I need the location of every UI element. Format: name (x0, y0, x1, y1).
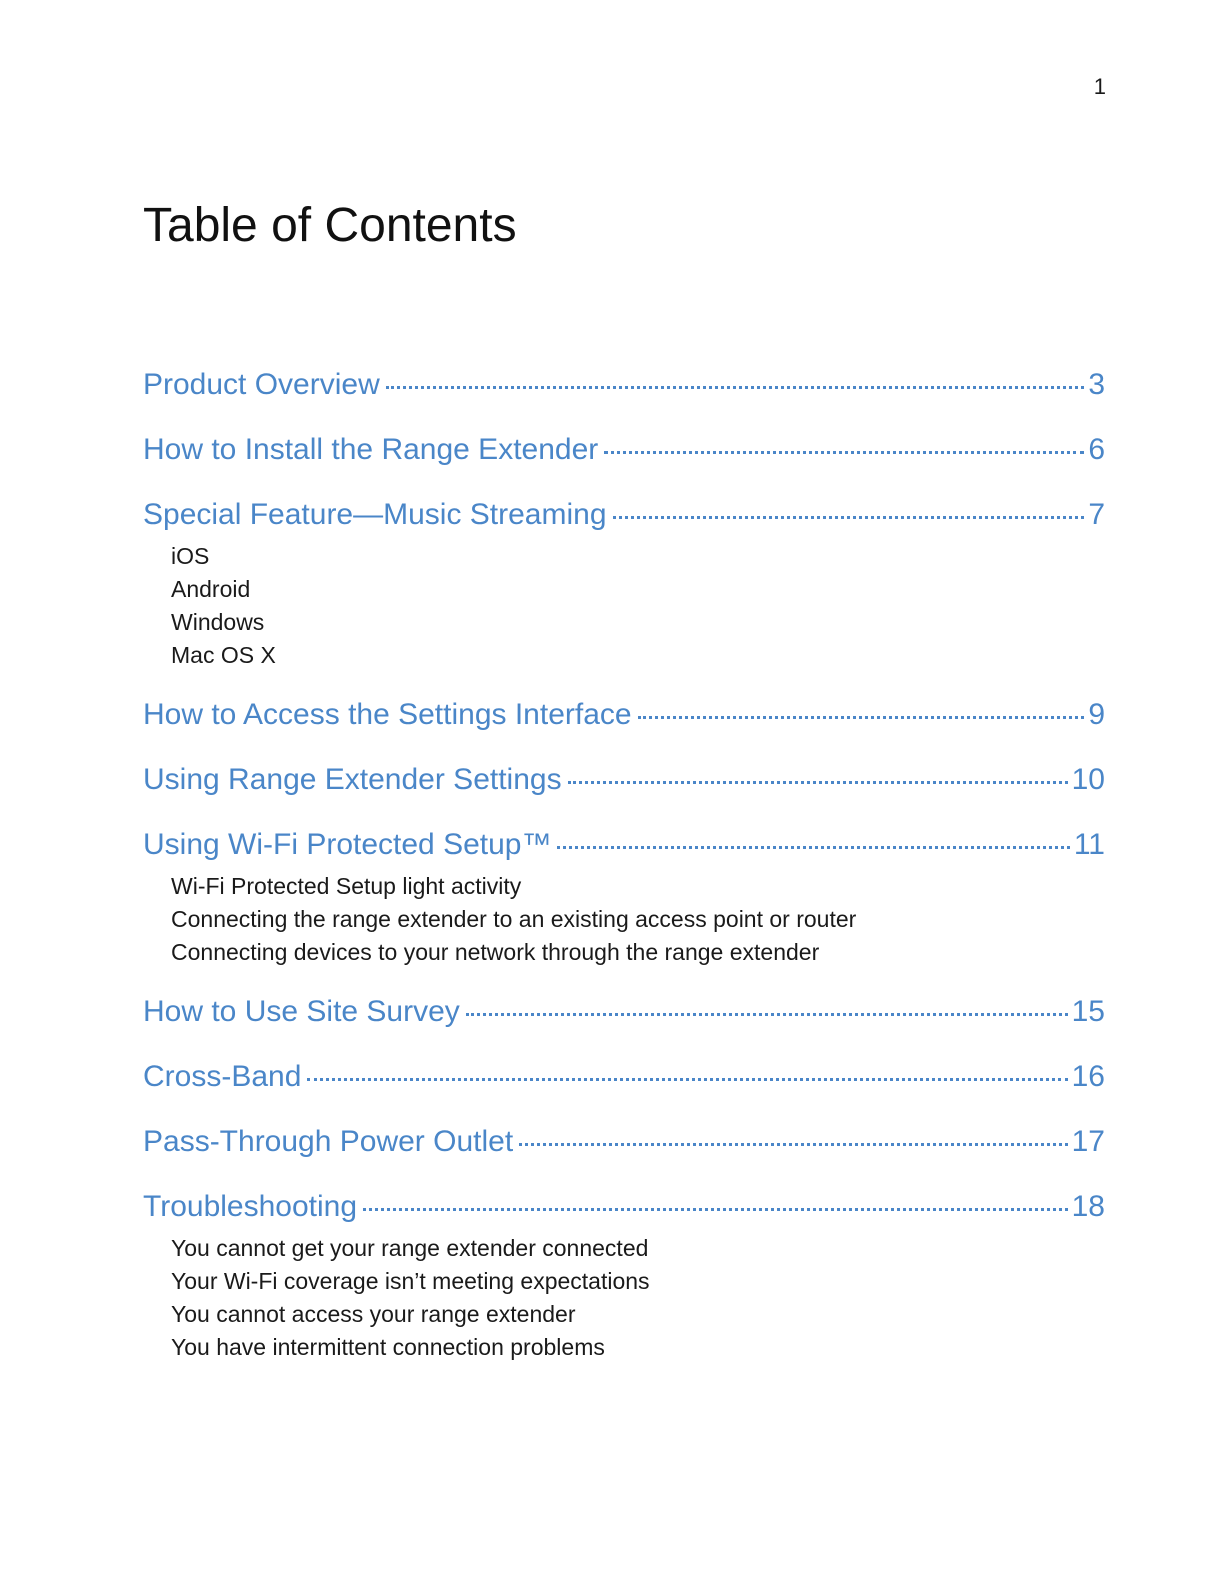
table-of-contents (143, 364, 1105, 1374)
toc-entry-extender-settings (143, 759, 1105, 801)
toc-entry-label: How to Install the Range Extender (143, 433, 599, 466)
page-number: 1 (1093, 74, 1106, 99)
toc-entry-power-outlet (143, 1121, 1105, 1163)
dot-leader (386, 386, 1085, 389)
toc-entry-cross-band (143, 1056, 1105, 1098)
toc-entry-settings-interface (143, 694, 1105, 736)
toc-entry-music-streaming (143, 494, 1105, 672)
toc-entry-label: Using Wi-Fi Protected Setup™ (143, 828, 552, 861)
dot-leader (613, 516, 1085, 519)
toc-link-settings-interface[interactable] (143, 694, 1105, 736)
toc-subitem: You cannot get your range extender connected (171, 1235, 649, 1261)
toc-subitem: Mac OS X (171, 642, 276, 668)
toc-subitem: Wi-Fi Protected Setup light activity (171, 873, 522, 899)
dot-leader (557, 846, 1069, 849)
toc-link-power-outlet[interactable] (143, 1121, 1105, 1163)
dot-leader (568, 781, 1068, 784)
toc-entry-label: Special Feature—Music Streaming (143, 498, 607, 531)
toc-entry-install (143, 429, 1105, 471)
toc-entry-page: 3 (1088, 368, 1105, 401)
toc-entry-site-survey (143, 991, 1105, 1033)
toc-subitems (171, 540, 1105, 672)
dot-leader (638, 716, 1085, 719)
toc-entry-label: Cross-Band (143, 1060, 302, 1093)
toc-link-music-streaming[interactable] (143, 494, 1105, 536)
toc-link-cross-band[interactable] (143, 1056, 1105, 1098)
dot-leader (604, 451, 1084, 454)
toc-link-product-overview[interactable] (143, 364, 1105, 406)
toc-entry-label: Troubleshooting (143, 1190, 358, 1223)
dot-leader (307, 1078, 1067, 1081)
toc-subitems (171, 870, 1105, 969)
toc-subitem: Connecting devices to your network through the range extender (171, 939, 820, 965)
toc-entry-label: Product Overview (143, 368, 380, 401)
toc-link-install[interactable] (143, 429, 1105, 471)
toc-entry-page: 7 (1088, 498, 1105, 531)
toc-entry-wps (143, 824, 1105, 969)
toc-link-extender-settings[interactable] (143, 759, 1105, 801)
toc-entry-label: How to Use Site Survey (143, 995, 460, 1028)
page-title: Table of Contents (143, 199, 517, 252)
toc-entry-page: 16 (1071, 1060, 1105, 1093)
toc-entry-label: Using Range Extender Settings (143, 763, 562, 796)
toc-entry-page: 15 (1071, 995, 1105, 1028)
toc-entry-page: 17 (1071, 1125, 1105, 1158)
toc-subitem: You have intermittent connection problems (171, 1334, 605, 1360)
dot-leader (519, 1143, 1067, 1146)
toc-subitem: Windows (171, 609, 265, 635)
toc-subitems (171, 1232, 1105, 1364)
toc-subitem: Your Wi-Fi coverage isn’t meeting expectations (171, 1268, 650, 1294)
toc-entry-page: 10 (1071, 763, 1105, 796)
toc-entry-label: Pass-Through Power Outlet (143, 1125, 514, 1158)
toc-entry-troubleshooting (143, 1186, 1105, 1364)
toc-subitem: iOS (171, 543, 210, 569)
toc-entry-page: 6 (1088, 433, 1105, 466)
toc-subitem: You cannot access your range extender (171, 1301, 576, 1327)
dot-leader (363, 1208, 1068, 1211)
toc-link-wps[interactable] (143, 824, 1105, 866)
toc-entry-product-overview (143, 364, 1105, 406)
toc-link-site-survey[interactable] (143, 991, 1105, 1033)
toc-entry-page: 11 (1073, 828, 1105, 861)
toc-subitem: Connecting the range extender to an existing access point or router (171, 906, 857, 932)
toc-entry-page: 18 (1071, 1190, 1105, 1223)
toc-entry-page: 9 (1088, 698, 1105, 731)
toc-entry-label: How to Access the Settings Interface (143, 698, 632, 731)
toc-link-troubleshooting[interactable] (143, 1186, 1105, 1228)
toc-subitem: Android (171, 576, 251, 602)
dot-leader (466, 1013, 1068, 1016)
